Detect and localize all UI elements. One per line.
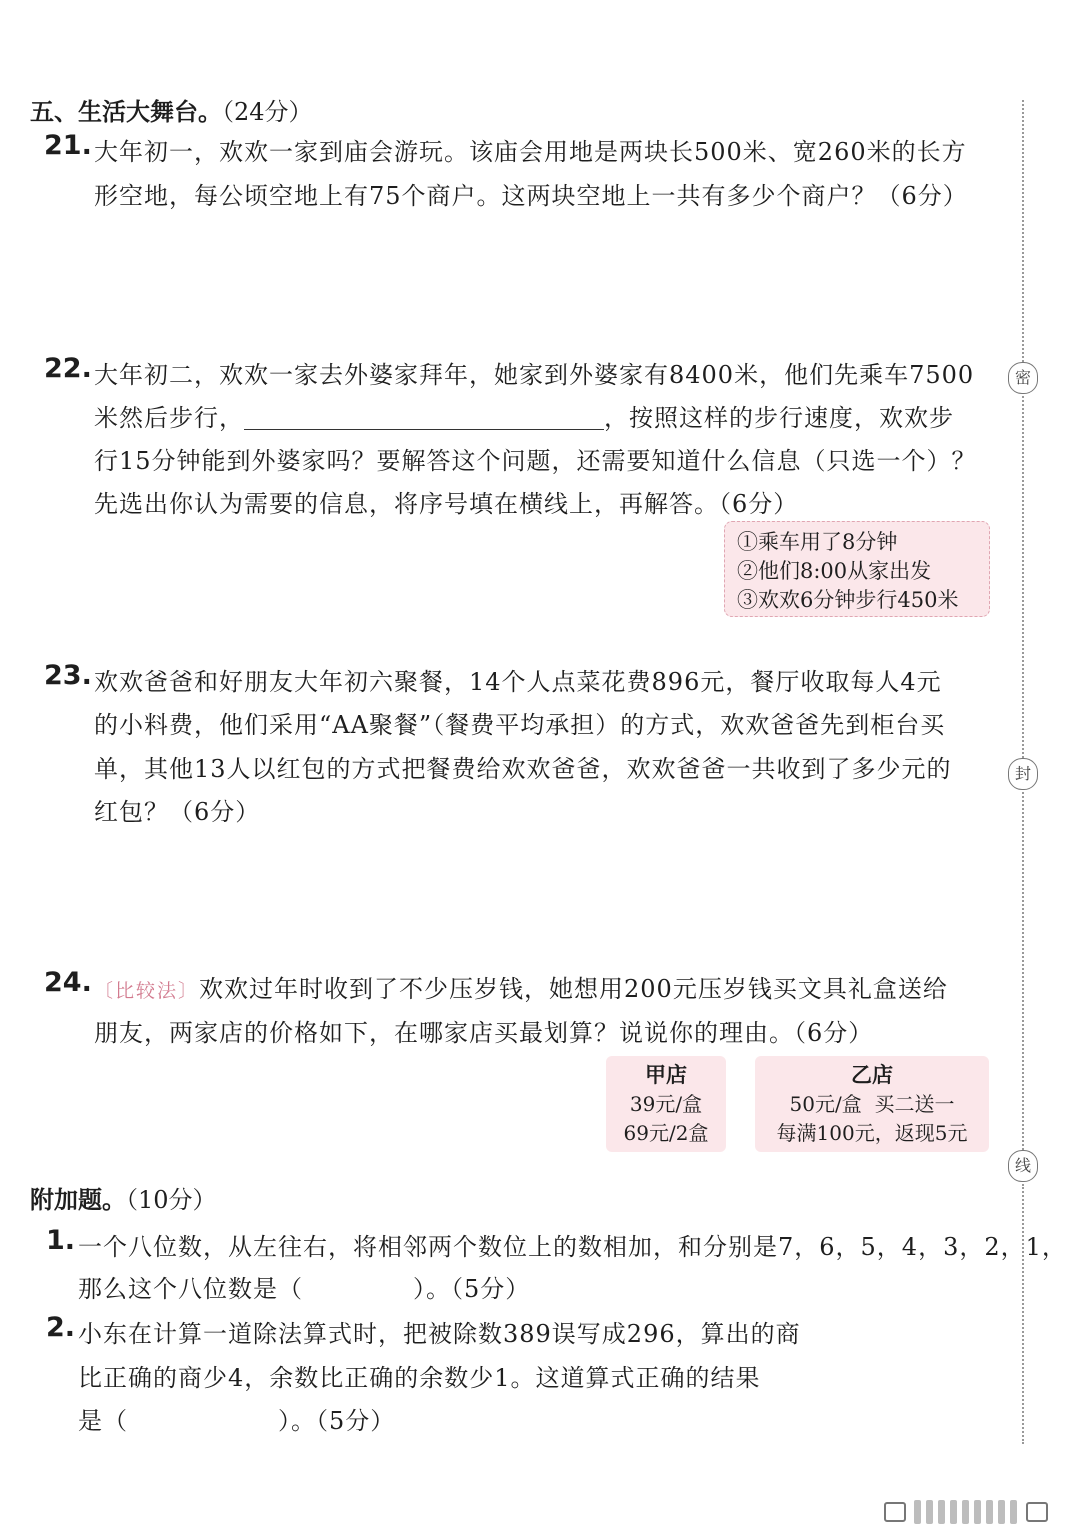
bonus-2-line-2: 比正确的商少4，余数比正确的余数少1。这道算式正确的结果 [78,1364,761,1392]
question-22-line-2 [94,398,954,433]
question-22-line-2-suffix: ，按照这样的步行速度，欢欢步 [604,404,954,432]
info-options-box [724,521,990,617]
option-3: ③欢欢6分钟步行450米 [737,588,959,612]
bonus-title [30,1180,217,1215]
binding-line-bottom [1022,1184,1024,1444]
question-24-line-2: 朋友，两家店的价格如下，在哪家店买最划算？说说你的理由。（6分） [94,1019,874,1047]
section-title-text: 五、生活大舞台。 [30,98,222,126]
section-points: （24分） [222,98,313,126]
question-24-line-1 [94,969,948,1004]
store-a-price-1: 39元/盒 [629,1092,703,1116]
question-22-line-4: 先选出你认为需要的信息，将序号填在横线上，再解答。（6分） [94,490,799,518]
question-24-line-1-text: 欢欢过年时收到了不少压岁钱，她想用200元压岁钱买文具礼盒送给 [199,975,948,1003]
question-number-23: 23. [44,660,92,691]
bonus-question-number-2: 2. [46,1312,76,1343]
store-a-price-2: 69元/2盒 [623,1121,709,1145]
question-number-22: 22. [44,353,92,384]
bonus-title-text: 附加题。 [30,1186,126,1214]
answer-blank[interactable] [244,407,604,430]
seal-mi: 密 [1008,362,1038,394]
seal-feng: 封 [1008,758,1038,790]
bonus-question-number-1: 1. [46,1225,76,1256]
store-b-name: 乙店 [851,1063,893,1087]
bonus-1-line-2-prefix: 那么这个八位数是（ [78,1275,303,1303]
question-number-21: 21. [44,130,92,161]
viewer-toolbar [872,1500,1052,1524]
question-22-line-3: 行15分钟能到外婆家吗？要解答这个问题，还需要知道什么信息（只选一个）？ [94,447,977,475]
expand-icon[interactable] [1026,1502,1048,1522]
bonus-1-line-2 [78,1269,530,1304]
bonus-1-line-2-suffix: ）。（5分） [413,1275,531,1303]
store-a-name: 甲店 [645,1063,687,1087]
question-23-line-1: 欢欢爸爸和好朋友大年初六聚餐，14个人点菜花费896元，餐厅收取每人4元 [94,668,942,696]
bonus-2-line-3-prefix: 是（ [78,1407,128,1435]
bonus-2-line-3 [78,1401,395,1436]
question-23-line-4: 红包？（6分） [94,798,261,826]
binding-line-middle [1022,396,1024,758]
question-22-line-1: 大年初二，欢欢一家去外婆家拜年，她家到外婆家有8400米，他们先乘车7500 [94,361,975,389]
bonus-2-line-1: 小东在计算一道除法算式时，把被除数389误写成296，算出的商 [78,1320,801,1348]
method-tag: 〔比较法〕 [94,980,200,1002]
seal-xian: 线 [1008,1150,1038,1182]
store-b-price-2: 每满100元，返现5元 [776,1121,968,1145]
store-b-price-1: 50元/盒 买二送一 [789,1092,955,1116]
section-title [30,92,313,127]
binding-line-top [1022,100,1024,362]
option-2: ②他们8:00从家出发 [737,559,932,583]
binding-line-lower [1022,792,1024,1150]
store-b-box [755,1056,989,1152]
question-23-line-3: 单，其他13人以红包的方式把餐费给欢欢爸爸，欢欢爸爸一共收到了多少元的 [94,755,952,783]
bonus-2-line-3-suffix: ）。（5分） [278,1407,396,1435]
page-icon[interactable] [884,1502,906,1522]
question-23-line-2: 的小料费，他们采用“AA聚餐”（餐费平均承担）的方式，欢欢爸爸先到柜台买 [94,711,946,739]
store-a-box [606,1056,726,1152]
question-22-line-2-prefix: 米然后步行， [94,404,244,432]
option-1: ①乘车用了8分钟 [737,530,898,554]
question-21-line-2: 形空地，每公顷空地上有75个商户。这两块空地上一共有多少个商户？（6分） [94,182,968,210]
question-21-line-1: 大年初一，欢欢一家到庙会游玩。该庙会用地是两块长500米、宽260米的长方 [94,138,967,166]
bonus-points: （10分） [126,1186,217,1214]
question-number-24: 24. [44,967,92,998]
bonus-1-line-1: 一个八位数，从左往右，将相邻两个数位上的数相加，和分别是7，6，5，4，3，2，1， [78,1233,1067,1261]
